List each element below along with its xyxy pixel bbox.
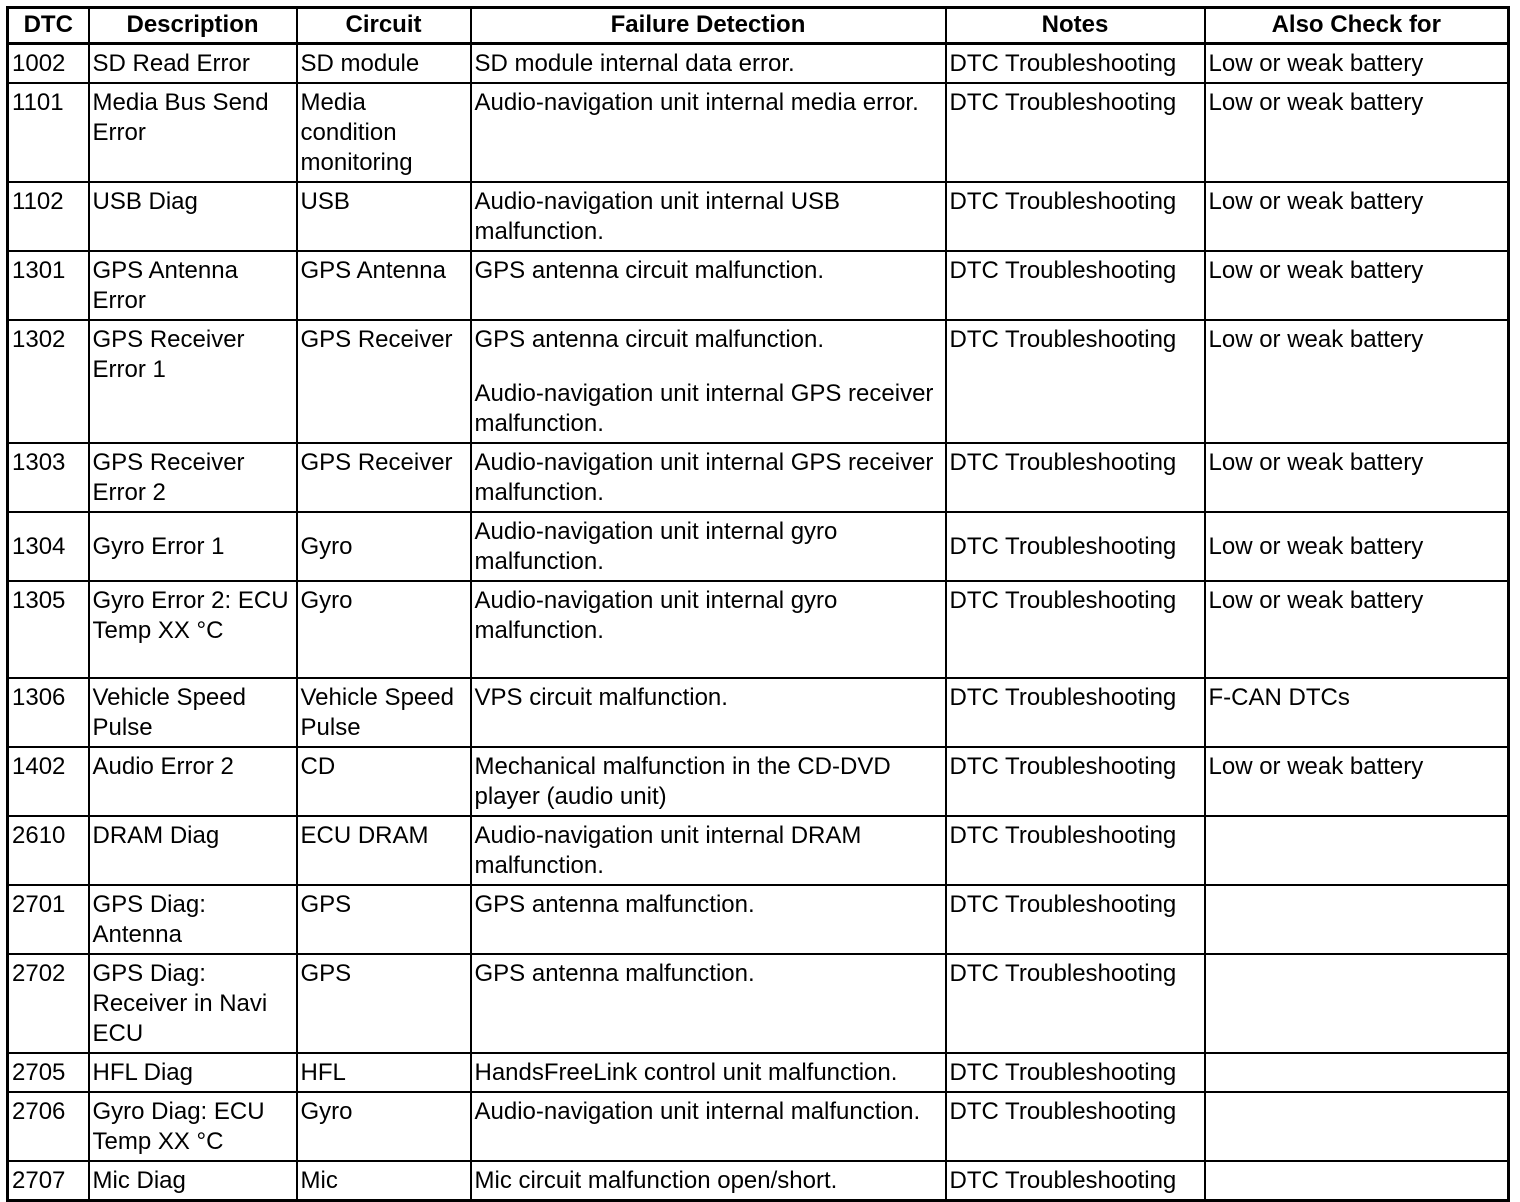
description-cell: Gyro Error 1: [89, 512, 297, 581]
failure-detection-cell: [471, 83, 946, 182]
also-check-cell: [1205, 1161, 1509, 1201]
description-cell: Gyro Error 2: ECU Temp XX °C: [89, 581, 297, 678]
also-check-cell: [1205, 954, 1509, 1053]
also-check-cell: [1205, 1092, 1509, 1161]
circuit-cell: Gyro: [297, 1092, 471, 1161]
failure-detection-text: Audio-navigation unit internal gyro malfunction.: [474, 518, 838, 575]
failure-detection-cell: [471, 954, 946, 1053]
table-row: [8, 182, 1509, 251]
notes-cell: DTC Troubleshooting: [946, 885, 1205, 954]
notes-cell: DTC Troubleshooting: [946, 1092, 1205, 1161]
dtc-code-cell: 1302: [8, 320, 89, 443]
failure-detection-cell: [471, 747, 946, 816]
failure-detection-cell: [471, 44, 946, 84]
notes-cell: DTC Troubleshooting: [946, 443, 1205, 512]
failure-detection-cell: [471, 678, 946, 747]
description-cell: HFL Diag: [89, 1053, 297, 1092]
dtc-code-cell: 1301: [8, 251, 89, 320]
failure-detection-cell: [471, 320, 946, 443]
also-check-cell: Low or weak battery: [1205, 581, 1509, 678]
table-row: [8, 83, 1509, 182]
table-row: [8, 954, 1509, 1053]
also-check-cell: [1205, 885, 1509, 954]
circuit-cell: USB: [297, 182, 471, 251]
description-cell: Audio Error 2: [89, 747, 297, 816]
header-circuit: Circuit: [297, 8, 471, 44]
failure-detection-text: Audio-navigation unit internal media error.: [474, 89, 919, 116]
notes-cell: DTC Troubleshooting: [946, 747, 1205, 816]
notes-cell: DTC Troubleshooting: [946, 251, 1205, 320]
circuit-cell: ECU DRAM: [297, 816, 471, 885]
failure-detection-text: Audio-navigation unit internal GPS receiver malfunction.: [474, 380, 934, 437]
table-row: [8, 747, 1509, 816]
also-check-cell: Low or weak battery: [1205, 443, 1509, 512]
dtc-code-cell: 2701: [8, 885, 89, 954]
also-check-cell: Low or weak battery: [1205, 44, 1509, 84]
table-row: [8, 581, 1509, 678]
table-row: [8, 1161, 1509, 1201]
circuit-cell: Gyro: [297, 581, 471, 678]
dtc-code-cell: 2706: [8, 1092, 89, 1161]
description-cell: GPS Diag: Antenna: [89, 885, 297, 954]
table-row: [8, 251, 1509, 320]
description-cell: DRAM Diag: [89, 816, 297, 885]
also-check-cell: Low or weak battery: [1205, 251, 1509, 320]
description-cell: USB Diag: [89, 182, 297, 251]
failure-detection-text: VPS circuit malfunction.: [474, 684, 728, 711]
table-row: [8, 320, 1509, 443]
notes-cell: DTC Troubleshooting: [946, 678, 1205, 747]
table-row: [8, 512, 1509, 581]
failure-detection-text: HandsFreeLink control unit malfunction.: [474, 1059, 898, 1086]
dtc-code-cell: 2610: [8, 816, 89, 885]
description-cell: SD Read Error: [89, 44, 297, 84]
circuit-cell: GPS: [297, 885, 471, 954]
header-description: Description: [89, 8, 297, 44]
notes-cell: DTC Troubleshooting: [946, 581, 1205, 678]
also-check-cell: Low or weak battery: [1205, 83, 1509, 182]
table-row: [8, 443, 1509, 512]
header-row: [8, 8, 1509, 44]
failure-detection-cell: [471, 1161, 946, 1201]
table-row: [8, 1053, 1509, 1092]
failure-detection-cell: [471, 1053, 946, 1092]
failure-detection-cell: [471, 512, 946, 581]
header-also-check-for: Also Check for: [1205, 8, 1509, 44]
circuit-cell: Vehicle Speed Pulse: [297, 678, 471, 747]
table-body: [8, 44, 1509, 1201]
failure-detection-text: Mechanical malfunction in the CD-DVD player (audio unit): [474, 753, 891, 810]
circuit-cell: SD module: [297, 44, 471, 84]
also-check-cell: Low or weak battery: [1205, 747, 1509, 816]
table-row: [8, 1092, 1509, 1161]
dtc-code-cell: 1305: [8, 581, 89, 678]
description-cell: GPS Antenna Error: [89, 251, 297, 320]
dtc-code-cell: 1304: [8, 512, 89, 581]
table-row: [8, 885, 1509, 954]
notes-cell: DTC Troubleshooting: [946, 182, 1205, 251]
circuit-cell: Media condition monitoring: [297, 83, 471, 182]
dtc-code-cell: 2705: [8, 1053, 89, 1092]
failure-detection-cell: [471, 885, 946, 954]
dtc-code-cell: 1101: [8, 83, 89, 182]
header-failure-detection: Failure Detection: [471, 8, 946, 44]
failure-detection-text: Audio-navigation unit internal USB malfunction.: [474, 188, 841, 245]
dtc-code-cell: 1102: [8, 182, 89, 251]
failure-detection-cell: [471, 443, 946, 512]
circuit-cell: HFL: [297, 1053, 471, 1092]
notes-cell: DTC Troubleshooting: [946, 83, 1205, 182]
failure-detection-text: Audio-navigation unit internal DRAM malfunction.: [474, 822, 862, 879]
failure-detection-text: Audio-navigation unit internal GPS receiver malfunction.: [474, 449, 934, 506]
also-check-cell: [1205, 1053, 1509, 1092]
circuit-cell: CD: [297, 747, 471, 816]
dtc-code-cell: 2707: [8, 1161, 89, 1201]
also-check-cell: Low or weak battery: [1205, 512, 1509, 581]
header-notes: Notes: [946, 8, 1205, 44]
also-check-cell: F-CAN DTCs: [1205, 678, 1509, 747]
failure-detection-text: GPS antenna circuit malfunction.: [474, 257, 825, 284]
failure-detection-cell: [471, 581, 946, 678]
description-cell: GPS Receiver Error 1: [89, 320, 297, 443]
also-check-cell: [1205, 816, 1509, 885]
dtc-code-cell: 1303: [8, 443, 89, 512]
failure-detection-cell: [471, 816, 946, 885]
description-cell: GPS Receiver Error 2: [89, 443, 297, 512]
notes-cell: DTC Troubleshooting: [946, 816, 1205, 885]
dtc-code-cell: 1402: [8, 747, 89, 816]
description-cell: Media Bus Send Error: [89, 83, 297, 182]
notes-cell: DTC Troubleshooting: [946, 954, 1205, 1053]
failure-detection-text: Audio-navigation unit internal malfunction.: [474, 1098, 921, 1125]
failure-detection-text: Mic circuit malfunction open/short.: [474, 1167, 838, 1194]
header-dtc: DTC: [8, 8, 89, 44]
notes-cell: DTC Troubleshooting: [946, 1053, 1205, 1092]
failure-detection-text: GPS antenna malfunction.: [474, 891, 755, 918]
notes-cell: DTC Troubleshooting: [946, 320, 1205, 443]
notes-cell: DTC Troubleshooting: [946, 512, 1205, 581]
failure-detection-text: GPS antenna malfunction.: [474, 960, 755, 987]
circuit-cell: GPS: [297, 954, 471, 1053]
description-cell: GPS Diag: Receiver in Navi ECU: [89, 954, 297, 1053]
failure-detection-text: GPS antenna circuit malfunction.: [474, 326, 825, 353]
table-row: [8, 816, 1509, 885]
failure-detection-cell: [471, 182, 946, 251]
table-row: [8, 44, 1509, 84]
notes-cell: DTC Troubleshooting: [946, 1161, 1205, 1201]
also-check-cell: Low or weak battery: [1205, 182, 1509, 251]
failure-detection-text: SD module internal data error.: [474, 50, 795, 77]
failure-detection-cell: [471, 1092, 946, 1161]
failure-detection-cell: [471, 251, 946, 320]
dtc-table: [6, 6, 1510, 1202]
circuit-cell: GPS Receiver: [297, 320, 471, 443]
circuit-cell: GPS Receiver: [297, 443, 471, 512]
description-cell: Gyro Diag: ECU Temp XX °C: [89, 1092, 297, 1161]
dtc-code-cell: 1002: [8, 44, 89, 84]
circuit-cell: Mic: [297, 1161, 471, 1201]
dtc-code-cell: 2702: [8, 954, 89, 1053]
circuit-cell: GPS Antenna: [297, 251, 471, 320]
circuit-cell: Gyro: [297, 512, 471, 581]
also-check-cell: Low or weak battery: [1205, 320, 1509, 443]
description-cell: Mic Diag: [89, 1161, 297, 1201]
table-row: [8, 678, 1509, 747]
description-cell: Vehicle Speed Pulse: [89, 678, 297, 747]
dtc-code-cell: 1306: [8, 678, 89, 747]
notes-cell: DTC Troubleshooting: [946, 44, 1205, 84]
failure-detection-text: Audio-navigation unit internal gyro malfunction.: [474, 587, 838, 644]
